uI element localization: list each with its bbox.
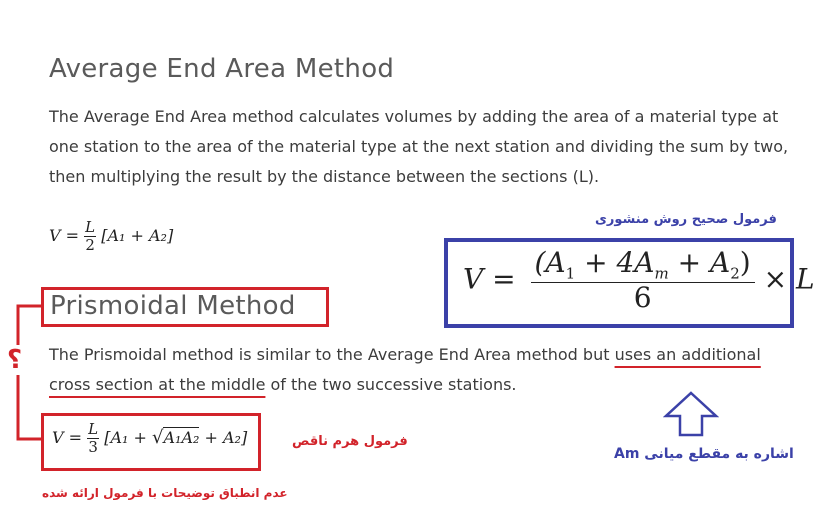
correct-formula-lhs: V =: [463, 262, 516, 296]
highlight-additional: uses an additional: [614, 345, 761, 364]
highlight-middle-section: cross section at the middle: [49, 375, 266, 394]
section-title-average-end-area: Average End Area Method: [49, 54, 395, 84]
formula-body: [A₁ + A₂]: [101, 226, 174, 246]
radical-term: A₁A₂: [163, 428, 200, 448]
middle-section-label: اشاره به مقطع میانی Am: [614, 446, 794, 462]
correct-formula-label: فرمول صحیح روش منشوری: [595, 212, 777, 227]
correct-formula-numerator: $(A_1 + 4A_m + A_2)$: [531, 248, 755, 283]
question-mark: ؟: [7, 345, 23, 375]
correct-formula-denominator: 6: [633, 281, 652, 315]
formula-numerator: L: [85, 218, 96, 236]
mismatch-label: عدم انطباق توضیحات با فرمول ارائه شده: [42, 486, 288, 500]
section-paragraph-prismoidal: The Prismoidal method is similar to the Average End Area method but uses an additional cross section at the middle of the two successive stations.: [49, 345, 761, 394]
formula-prismoidal: V = $\frac{L}{3}$ [A₁ + √A₁A₂ + A₂]: [52, 420, 248, 456]
correct-formula-rhs: × L: [763, 262, 815, 296]
up-arrow-icon: [663, 390, 719, 438]
section-title-prismoidal: Prismoidal Method: [50, 291, 296, 321]
formula-lhs: V =: [49, 226, 80, 246]
incomplete-formula-label: فرمول هرم ناقص: [292, 434, 408, 449]
formula-denominator: 2: [85, 235, 95, 254]
correct-prismoidal-formula: [463, 248, 815, 314]
formula-average-end-area: [49, 220, 173, 253]
section-paragraph-average-end-area: The Average End Area method calculates volumes by adding the area of a material type at one station to the area of the material type at the next station and dividing the sum by two, then multiplying the result by the distance between the sections (L).: [49, 107, 789, 186]
